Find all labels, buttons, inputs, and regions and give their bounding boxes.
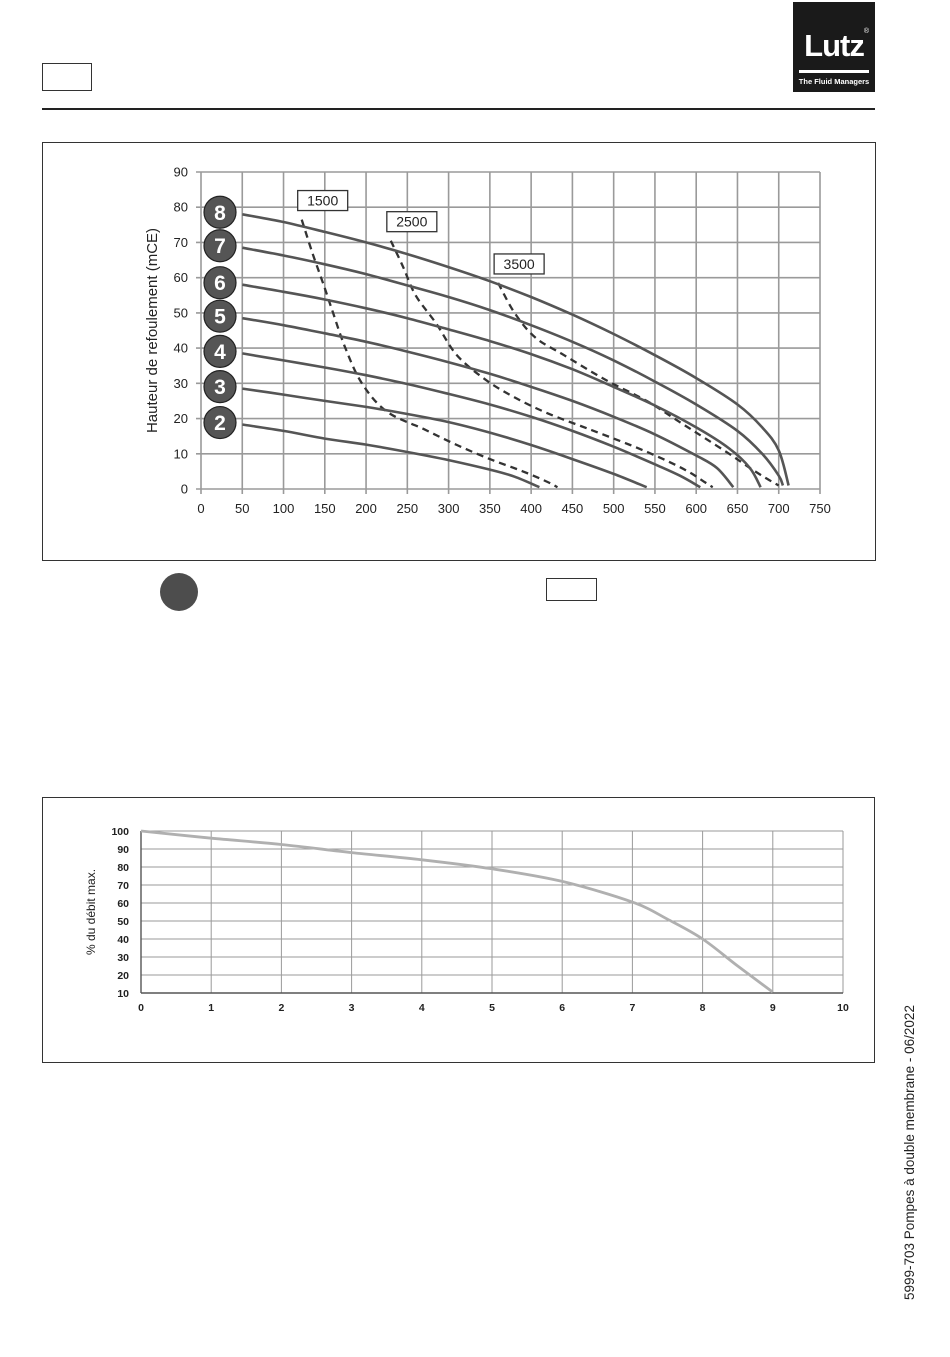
lutz-logo xyxy=(793,2,875,92)
x-tick-label: 400 xyxy=(520,501,542,516)
y-tick-label: 50 xyxy=(117,916,129,928)
x-tick-label: 0 xyxy=(197,501,205,516)
pump-curve-chart-frame xyxy=(42,142,876,561)
x-tick-label: 350 xyxy=(479,501,501,516)
x-tick-label: 600 xyxy=(685,501,708,516)
header-empty-box xyxy=(42,63,92,91)
y-tick-label: 30 xyxy=(173,375,188,391)
y-tick-label: 60 xyxy=(173,270,188,286)
viscosity-chart-frame xyxy=(42,797,875,1063)
x-tick-label: 300 xyxy=(437,501,460,516)
y-tick-label: 100 xyxy=(111,826,129,838)
y-tick-label: 20 xyxy=(173,411,188,427)
pump-curve-chart xyxy=(43,143,877,562)
curve-marker-label: 5 xyxy=(214,305,226,329)
x-tick-label: 2 xyxy=(278,1002,285,1014)
x-tick-label: 6 xyxy=(559,1002,566,1014)
x-tick-label: 150 xyxy=(313,501,336,516)
logo-bar xyxy=(799,70,869,73)
y-tick-label: 90 xyxy=(173,164,188,180)
curve-marker-label: 8 xyxy=(214,201,226,225)
x-tick-label: 5 xyxy=(489,1002,495,1014)
x-tick-label: 10 xyxy=(837,1002,849,1014)
y-tick-label: 10 xyxy=(173,446,188,462)
curve-marker-label: 4 xyxy=(214,340,226,364)
y-axis-title: % du débit max. xyxy=(84,868,98,956)
curve-marker-label: 7 xyxy=(214,235,226,259)
legend-curve-marker-icon xyxy=(160,573,198,611)
x-tick-label: 550 xyxy=(644,501,666,516)
y-tick-label: 30 xyxy=(117,952,129,964)
document-reference: 5999-703 Pompes à double membrane - 06/2022 xyxy=(902,1005,917,1300)
y-tick-label: 80 xyxy=(173,199,188,215)
x-tick-label: 750 xyxy=(809,501,831,516)
x-tick-label: 3 xyxy=(348,1002,355,1014)
x-tick-label: 200 xyxy=(355,501,377,516)
viscosity-correction-chart xyxy=(43,798,876,1064)
pump-curve-4 xyxy=(242,353,700,487)
x-tick-label: 450 xyxy=(561,501,584,516)
y-tick-label: 20 xyxy=(117,970,129,982)
curve-marker-label: 6 xyxy=(214,272,226,296)
iso-label: 2500 xyxy=(396,213,428,230)
x-tick-label: 8 xyxy=(699,1002,706,1014)
pump-curve-3 xyxy=(242,389,646,488)
iso-label: 1500 xyxy=(307,192,339,209)
y-tick-label: 70 xyxy=(173,234,188,250)
y-tick-label: 60 xyxy=(117,898,129,910)
x-tick-label: 100 xyxy=(272,501,295,516)
legend-iso-box xyxy=(546,578,597,601)
y-tick-label: 40 xyxy=(173,340,188,356)
curve-marker-label: 3 xyxy=(214,376,226,400)
x-tick-label: 500 xyxy=(602,501,625,516)
y-axis-title: Hauteur de refoulement (mCE) xyxy=(144,227,161,434)
curve-marker-label: 2 xyxy=(214,412,226,436)
x-tick-label: 9 xyxy=(769,1002,776,1014)
y-tick-label: 50 xyxy=(173,305,188,321)
viscosity-curve xyxy=(141,831,773,992)
x-tick-label: 7 xyxy=(629,1002,636,1014)
y-tick-label: 70 xyxy=(117,880,129,892)
y-tick-label: 40 xyxy=(117,934,129,946)
y-tick-label: 10 xyxy=(117,988,129,1000)
y-tick-label: 0 xyxy=(180,481,188,497)
x-tick-label: 700 xyxy=(767,501,790,516)
x-tick-label: 4 xyxy=(418,1002,425,1014)
x-tick-label: 650 xyxy=(726,501,749,516)
y-tick-label: 80 xyxy=(117,862,129,874)
x-tick-label: 250 xyxy=(396,501,419,516)
header-rule xyxy=(42,108,875,110)
logo-word: Lutz xyxy=(804,28,864,63)
logo-tagline: The Fluid Managers xyxy=(798,77,870,86)
iso-label: 3500 xyxy=(503,255,535,272)
y-tick-label: 90 xyxy=(117,844,129,856)
x-tick-label: 50 xyxy=(235,501,250,516)
logo-registered-mark: ® xyxy=(863,28,869,35)
x-tick-label: 0 xyxy=(138,1002,144,1014)
x-tick-label: 1 xyxy=(208,1002,215,1014)
